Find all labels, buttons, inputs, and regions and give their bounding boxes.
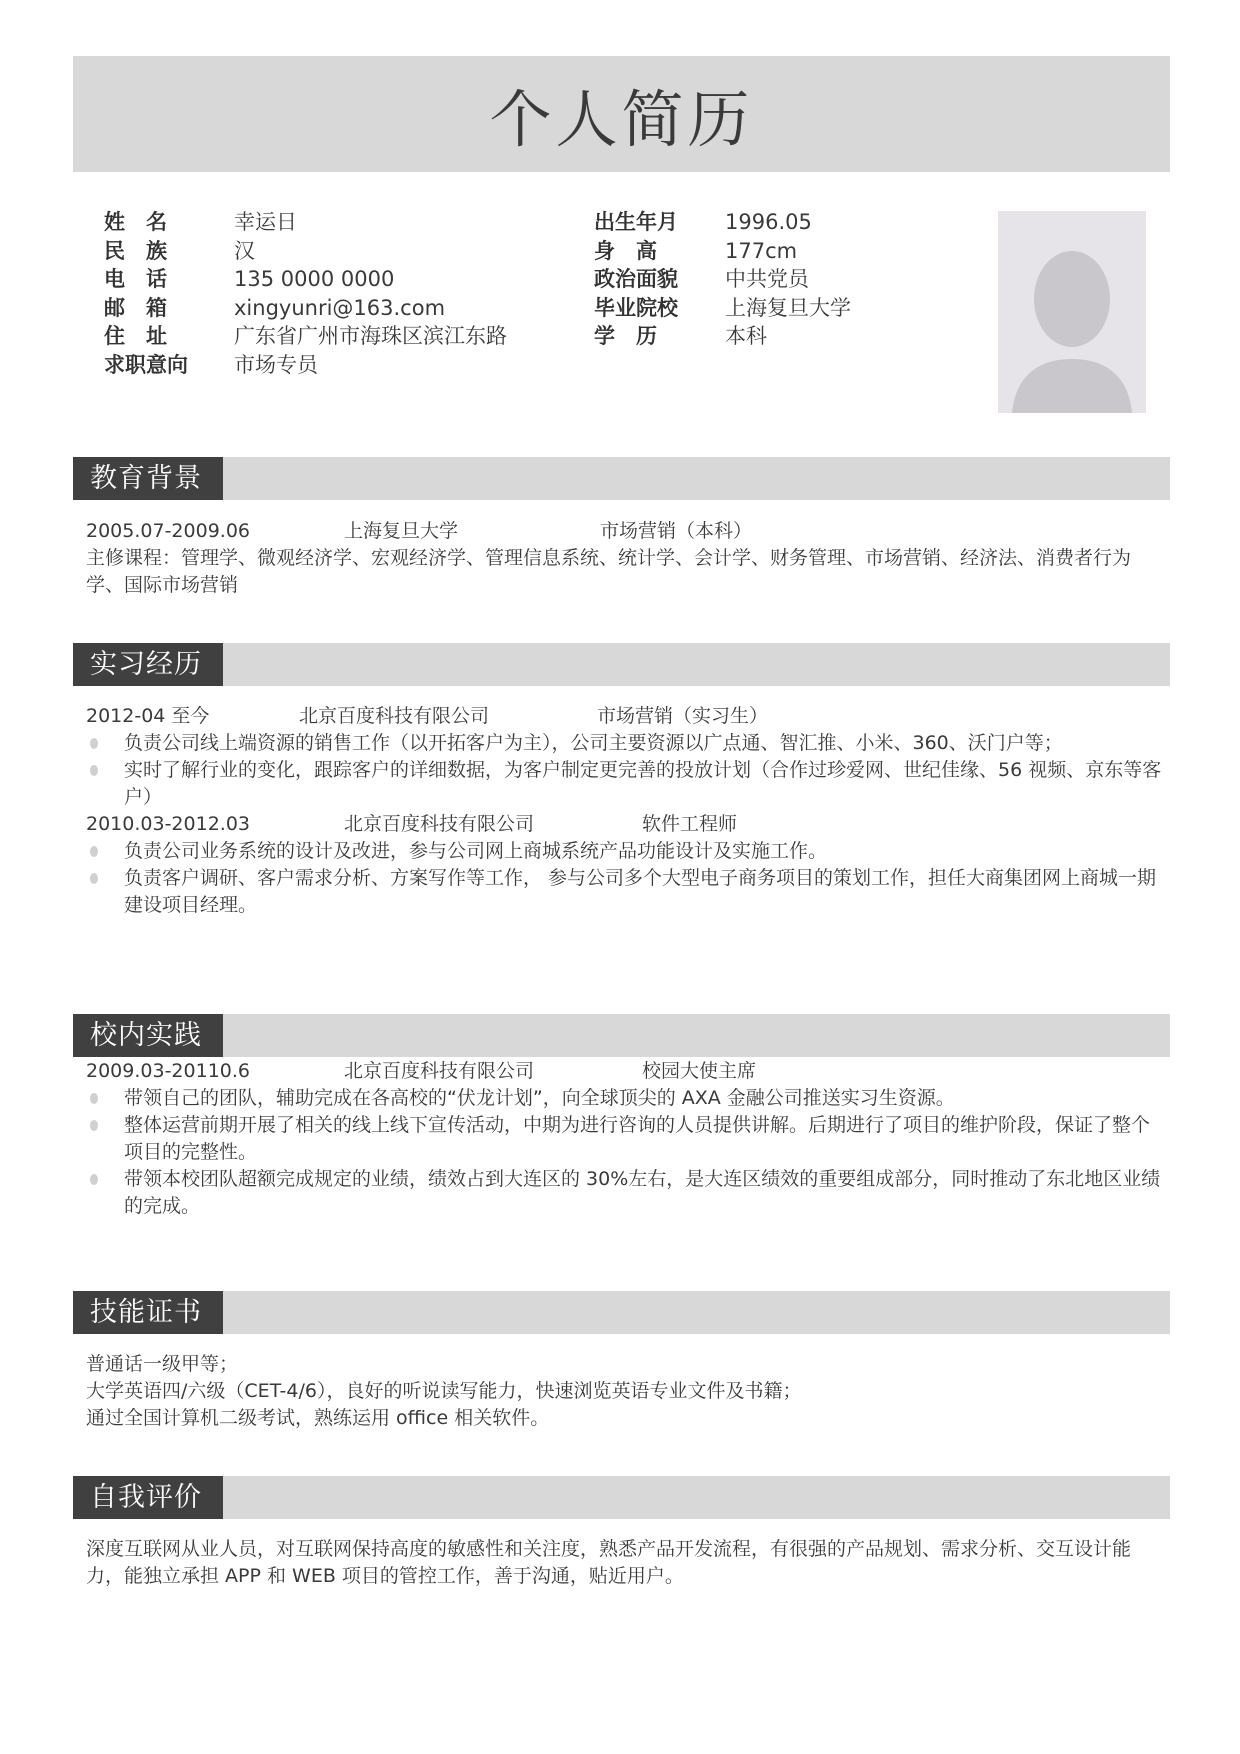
info-label: 毕业院校 <box>594 295 678 320</box>
section-title: 自我评价 <box>73 1476 223 1519</box>
info-row-political <box>594 265 851 294</box>
profile-photo <box>998 211 1146 413</box>
internship-company: 北京百度科技有限公司 <box>344 813 535 835</box>
info-row-address <box>104 322 507 351</box>
bullet-item: 负责公司业务系统的设计及改进，参与公司网上商城系统产品功能设计及实施工作。 <box>86 838 1166 865</box>
education-content <box>86 518 1166 599</box>
info-row-height <box>594 237 851 266</box>
section-title: 教育背景 <box>73 457 223 500</box>
skill-line: 大学英语四/六级（CET-4/6），良好的听说读写能力，快速浏览英语专业文件及书籍； <box>86 1380 802 1402</box>
page-title: 个人简历 <box>489 82 754 156</box>
bullet-item: 实时了解行业的变化，跟踪客户的详细数据，为客户制定更完善的投放计划（合作过珍爱网、世纪佳缘、56 视频、京东等客户） <box>86 757 1166 811</box>
campus-role: 校园大使主席 <box>642 1060 757 1082</box>
section-title: 技能证书 <box>73 1291 223 1334</box>
internship-entry-head <box>86 811 1166 838</box>
info-value: 1996.05 <box>725 210 812 234</box>
skills-content <box>86 1351 1166 1432</box>
section-header-internship <box>73 643 1170 686</box>
info-label: 民 族 <box>104 238 167 263</box>
info-value: 177cm <box>725 238 798 263</box>
section-title: 校内实践 <box>73 1014 223 1057</box>
self-evaluation-text: 深度互联网从业人员，对互联网保持高度的敏感性和关注度，熟悉产品开发流程，有很强的产品规划、需求分析、交互设计能力，能独立承担 APP 和 WEB 项目的管控工作，善于沟通，贴近用户。 <box>86 1538 1132 1587</box>
section-header-skills <box>73 1291 1170 1334</box>
info-row-ethnicity <box>104 237 507 266</box>
info-value: 市场专员 <box>234 352 318 377</box>
info-label: 住 址 <box>104 324 167 348</box>
info-value: 汉 <box>234 238 255 263</box>
internship-content <box>86 703 1166 919</box>
skill-line: 普通话一级甲等； <box>86 1353 239 1375</box>
internship-company: 北京百度科技有限公司 <box>299 705 490 727</box>
internship-role: 软件工程师 <box>642 813 738 835</box>
personal-info-right <box>594 208 851 351</box>
info-label: 电 话 <box>104 267 167 291</box>
info-row-job-objective <box>104 351 507 380</box>
campus-content <box>86 1058 1166 1220</box>
personal-info-left <box>104 208 507 379</box>
info-label: 出生年月 <box>594 210 678 234</box>
info-value: xingyunri@163.com <box>234 295 446 320</box>
section-header-campus <box>73 1014 1170 1057</box>
title-banner <box>73 56 1170 172</box>
person-silhouette-icon <box>998 211 1146 413</box>
info-label: 政治面貌 <box>594 267 678 291</box>
bullet-item: 带领自己的团队，辅助完成在各高校的“伏龙计划”，向全球顶尖的 AXA 金融公司推送实习生资源。 <box>86 1085 1166 1112</box>
internship-period: 2010.03-2012.03 <box>86 813 250 835</box>
info-value: 中共党员 <box>725 267 809 291</box>
info-label: 求职意向 <box>104 352 188 377</box>
education-school: 上海复旦大学 <box>344 520 459 542</box>
info-value: 广东省广州市海珠区滨江东路 <box>234 324 507 348</box>
bullet-item: 带领本校团队超额完成规定的业绩，绩效占到大连区的 30%左右，是大连区绩效的重要组成部分，同时推动了东北地区业绩的完成。 <box>86 1166 1166 1220</box>
section-title: 实习经历 <box>73 643 223 686</box>
info-row-degree <box>594 322 851 351</box>
bullet-item: 整体运营前期开展了相关的线上线下宣传活动，中期为进行咨询的人员提供讲解。后期进行了项目的维护阶段，保证了整个项目的完整性。 <box>86 1112 1166 1166</box>
campus-period: 2009.03-20110.6 <box>86 1060 250 1082</box>
section-header-education <box>73 457 1170 500</box>
info-row-birth <box>594 208 851 237</box>
internship-entry-head <box>86 703 1166 730</box>
info-label: 邮 箱 <box>104 295 167 320</box>
campus-entry-head <box>86 1058 1166 1085</box>
info-row-email <box>104 294 507 323</box>
education-courses: 主修课程：管理学、微观经济学、宏观经济学、管理信息系统、统计学、会计学、财务管理、市场营销、经济法、消费者行为学、国际市场营销 <box>86 547 1132 596</box>
internship-role: 市场营销（实习生） <box>597 705 769 727</box>
info-label: 姓 名 <box>104 210 167 234</box>
campus-company: 北京百度科技有限公司 <box>344 1060 535 1082</box>
skill-line: 通过全国计算机二级考试，熟练运用 office 相关软件。 <box>86 1407 550 1429</box>
internship-period: 2012-04 至今 <box>86 705 210 727</box>
bullet-item: 负责公司线上端资源的销售工作（以开拓客户为主），公司主要资源以广点通、智汇推、小米、360、沃门户等； <box>86 730 1166 757</box>
info-row-name <box>104 208 507 237</box>
section-header-self-evaluation <box>73 1476 1170 1519</box>
info-row-school <box>594 294 851 323</box>
info-value: 本科 <box>725 324 767 348</box>
education-period: 2005.07-2009.06 <box>86 520 250 542</box>
info-row-phone <box>104 265 507 294</box>
education-entry-head <box>86 518 1166 545</box>
education-major: 市场营销（本科） <box>600 520 753 542</box>
bullet-item: 负责客户调研、客户需求分析、方案写作等工作， 参与公司多个大型电子商务项目的策划工作，担任大商集团网上商城一期建设项目经理。 <box>86 865 1166 919</box>
self-evaluation-content <box>86 1536 1166 1590</box>
info-value: 上海复旦大学 <box>725 295 851 320</box>
info-label: 身 高 <box>594 238 657 263</box>
info-value: 幸运日 <box>234 210 297 234</box>
info-label: 学 历 <box>594 324 657 348</box>
info-value: 135 0000 0000 <box>234 267 395 291</box>
